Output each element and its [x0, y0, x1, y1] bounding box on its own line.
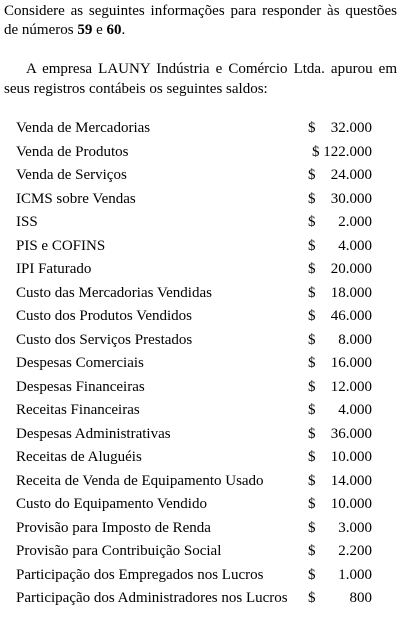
currency-symbol: $ — [308, 472, 316, 489]
account-row — [16, 588, 376, 612]
account-row — [16, 424, 376, 448]
instruction-prefix: Considere as seguintes informações para responder às questões de números — [4, 3, 397, 38]
account-value: 4.000 — [338, 237, 372, 254]
currency-symbol: $ — [308, 167, 316, 183]
question-number-59: 59 — [77, 22, 93, 38]
account-label: Despesas Comerciais — [16, 355, 144, 371]
account-label: Despesas Financeiras — [16, 378, 145, 395]
account-row — [16, 165, 376, 189]
account-row — [16, 494, 376, 518]
account-value: 8.000 — [338, 331, 372, 348]
account-label: Venda de Mercadorias — [16, 120, 151, 136]
currency-symbol: $ — [308, 543, 316, 559]
account-row — [16, 541, 376, 565]
currency-symbol: $ — [308, 120, 316, 136]
currency-symbol: $ — [308, 590, 316, 606]
account-label: Receitas Financeiras — [16, 402, 140, 418]
account-value: 18.000 — [330, 284, 372, 301]
account-row — [16, 259, 376, 283]
account-label: Custo das Mercadorias Vendidas — [16, 284, 212, 301]
account-label: ICMS sobre Vendas — [16, 190, 136, 207]
currency-symbol: $ — [308, 519, 316, 536]
account-label: Custo do Equipamento Vendido — [16, 496, 207, 512]
account-value: 16.000 — [330, 355, 372, 371]
account-value: 2.200 — [338, 543, 372, 559]
accounts-table — [16, 118, 376, 612]
account-label: Provisão para Contribuição Social — [16, 543, 222, 559]
account-row — [16, 142, 376, 166]
currency-symbol: $ — [308, 331, 316, 348]
account-value: 12.000 — [330, 378, 372, 395]
account-row — [16, 471, 376, 495]
account-label: Receitas de Aluguéis — [16, 449, 142, 465]
account-row — [16, 565, 376, 589]
account-value: 10.000 — [330, 449, 372, 465]
account-row — [16, 330, 376, 354]
account-row — [16, 212, 376, 236]
account-value: 30.000 — [330, 190, 372, 207]
currency-symbol: $ — [308, 496, 316, 512]
account-label: IPI Faturado — [16, 261, 92, 277]
account-value: 20.000 — [330, 261, 372, 277]
account-label: Despesas Administrativas — [16, 425, 171, 442]
currency-symbol: $ — [308, 237, 316, 254]
account-value: 1.000 — [338, 566, 372, 583]
instruction-conjunction: e — [92, 22, 107, 38]
question-number-60: 60 — [106, 22, 122, 38]
account-label: Provisão para Imposto de Renda — [16, 519, 211, 536]
account-value: 10.000 — [330, 496, 372, 512]
account-row — [16, 353, 376, 377]
account-row — [16, 189, 376, 213]
currency-symbol: $ — [308, 261, 316, 277]
account-row — [16, 518, 376, 542]
account-label: Custo dos Serviços Prestados — [16, 331, 193, 348]
account-row — [16, 306, 376, 330]
account-value: 46.000 — [330, 308, 372, 324]
currency-symbol: $ — [308, 449, 316, 465]
account-label: Receita de Venda de Equipamento Usado — [16, 472, 264, 489]
account-value: 800 — [349, 590, 372, 606]
account-label: Venda de Serviços — [16, 167, 127, 183]
account-value: 2.000 — [338, 214, 372, 230]
account-value: 3.000 — [338, 519, 372, 536]
currency-symbol: $ — [308, 425, 316, 442]
instruction-text — [4, 2, 397, 40]
account-value: 32.000 — [330, 120, 372, 136]
account-row — [16, 377, 376, 401]
account-value: 4.000 — [338, 402, 372, 418]
account-value: 14.000 — [330, 472, 372, 489]
account-row — [16, 283, 376, 307]
account-row — [16, 447, 376, 471]
account-label: Participação dos Empregados nos Lucros — [16, 566, 264, 583]
currency-symbol: $ — [308, 355, 316, 371]
currency-symbol: $ — [308, 378, 316, 395]
company-paragraph: A empresa LAUNY Indústria e Comércio Ltda. apurou em seus registros contábeis os seguintes saldos: — [4, 61, 397, 97]
currency-symbol: $ — [308, 214, 316, 230]
currency-symbol: $ — [308, 402, 316, 418]
instruction-suffix: . — [121, 22, 126, 38]
account-row — [16, 118, 376, 142]
currency-symbol: $ — [308, 190, 316, 207]
currency-symbol: $ — [308, 566, 316, 583]
account-label: Venda de Produtos — [16, 143, 129, 160]
account-value: $ 122.000 — [312, 143, 372, 160]
account-label: PIS e COFINS — [16, 237, 106, 254]
currency-symbol: $ — [308, 308, 316, 324]
account-label: Custo dos Produtos Vendidos — [16, 308, 193, 324]
currency-symbol: $ — [308, 284, 316, 301]
account-label: Participação dos Administradores nos Lucros — [16, 590, 288, 606]
account-row — [16, 236, 376, 260]
account-row — [16, 400, 376, 424]
account-label: ISS — [16, 214, 38, 230]
account-value: 24.000 — [330, 167, 372, 183]
account-value: 36.000 — [330, 425, 372, 442]
